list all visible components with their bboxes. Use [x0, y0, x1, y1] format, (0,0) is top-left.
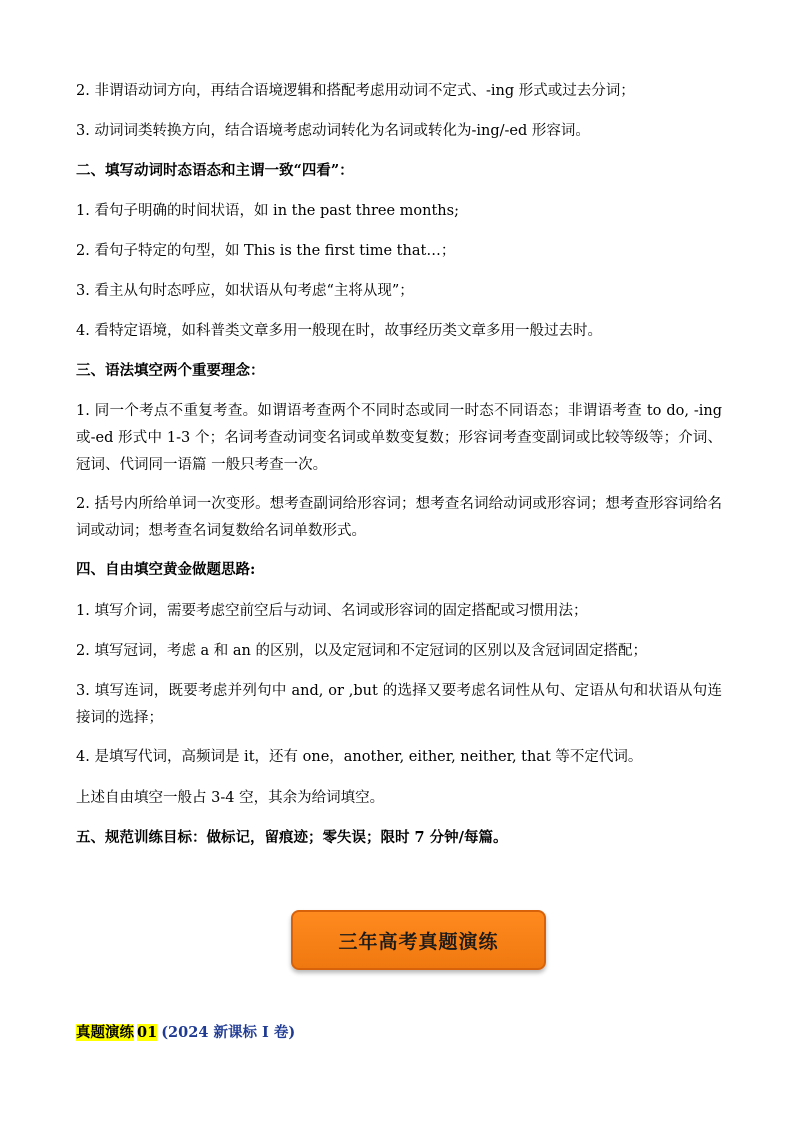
banner-label: 三年高考真题演练	[338, 930, 499, 953]
section-heading-free-fill: 四、自由填空黄金做题思路:	[76, 561, 256, 578]
text-line-specific-context: 4. 看特定语境，如科普类文章多用一般现在时，故事经历类文章多用一般过去时。	[76, 323, 602, 339]
paragraph-no-repeat-testing: 1. 同一个考点不重复考查。如谓语考查两个不同时态或同一时态不同语态；非谓语考查 to do, -ing 或-ed 形式中 1-3 个；名词考查动词变名词或单数变复数；形容词考查变副词或比较等级等；介词、冠词、代词同一语篇 一般只考查一次。	[76, 403, 722, 473]
section-heading-tense-voice: 二、填写动词时态语态和主谓一致“四看”：	[76, 162, 354, 179]
text-line-prepositions: 1. 填写介词，需要考虑空前空后与动词、名词或形容词的固定搭配或习惯用法；	[76, 603, 588, 619]
text-line-word-class-conversion: 3. 动词词类转换方向，结合语境考虑动词转化为名词或转化为-ing/-ed 形容词。	[76, 123, 590, 139]
paragraph-one-time-inflection: 2. 括号内所给单词一次变形。想考查副词给形容词；想考查名词给动词或形容词；想考查形容词给名词或动词；想考查名词复数给名词单数形式。	[76, 496, 722, 539]
exercise-source: (2024 新课标 I 卷)	[161, 1024, 296, 1041]
exercise-heading	[76, 1020, 295, 1046]
exercise-number: 01	[137, 1024, 158, 1041]
text-line-pronouns: 4. 是填写代词，高频词是 it，还有 one，another, either, neither, that 等不定代词。	[76, 749, 643, 765]
section-heading-training-goals: 五、规范训练目标：做标记，留痕迹；零失误；限时 7 分钟/每篇。	[76, 829, 508, 846]
text-line-sentence-pattern: 2. 看句子特定的句型，如 This is the first time that…；	[76, 243, 456, 259]
paragraph-conjunctions: 3. 填写连词，既要考虑并列句中 and, or ,but 的选择又要考虑名词性从句、定语从句和状语从句连接词的选择；	[76, 683, 722, 726]
exam-practice-banner	[291, 910, 546, 970]
section-heading-two-principles: 三、语法填空两个重要理念：	[76, 362, 265, 379]
text-line-articles: 2. 填写冠词，考虑 a 和 an 的区别，以及定冠词和不定冠词的区别以及含冠词固定搭配；	[76, 643, 648, 659]
text-line-tense-agreement: 3. 看主从句时态呼应，如状语从句考虑“主将从现”；	[76, 283, 414, 299]
exercise-label: 真题演练	[76, 1024, 134, 1041]
text-line-nonfinite-verbs: 2. 非谓语动词方向，再结合语境逻辑和搭配考虑用动词不定式、-ing 形式或过去分词；	[76, 83, 635, 99]
text-line-time-adverbial: 1. 看句子明确的时间状语，如 in the past three months;	[76, 203, 459, 219]
text-line-free-fill-count: 上述自由填空一般占 3-4 空，其余为给词填空。	[76, 790, 385, 806]
